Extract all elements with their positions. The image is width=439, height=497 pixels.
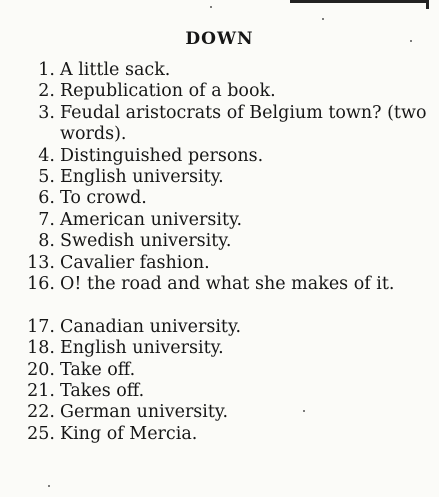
clue-row	[0, 402, 439, 423]
clue-text: English university.	[60, 166, 224, 187]
clue-number: 25.	[27, 423, 55, 444]
clue-text: Take off.	[60, 359, 136, 380]
clue-row	[0, 60, 439, 81]
clue-text: American university.	[60, 209, 243, 230]
clue-row	[0, 188, 439, 209]
clue-number: 4.	[38, 145, 55, 166]
clue-text: Takes off.	[60, 380, 145, 401]
clue-row	[0, 253, 439, 274]
clue-number: 7.	[38, 209, 55, 230]
clue-number: 13.	[27, 252, 55, 273]
clue-number: 3.	[38, 102, 55, 123]
clue-text: To crowd.	[60, 188, 147, 209]
clue-row	[0, 210, 439, 231]
print-speck	[303, 410, 305, 412]
clue-text: Feudal aristocrats of Belgium town? (two words).	[60, 102, 427, 145]
clue-number: 17.	[27, 316, 55, 337]
clue-row	[0, 231, 439, 252]
print-speck	[322, 18, 324, 20]
clue-row	[0, 146, 439, 167]
clue-row	[0, 167, 439, 188]
section-heading: DOWN	[185, 29, 254, 49]
clue-row	[0, 81, 439, 102]
clue-number: 1.	[38, 60, 55, 80]
clue-row	[0, 360, 439, 381]
clue-number: 2.	[38, 81, 55, 102]
clue-number: 5.	[38, 166, 55, 187]
clue-number: 8.	[38, 231, 55, 252]
clue-text: German university.	[60, 402, 229, 423]
clue-text: Canadian university.	[60, 316, 242, 337]
column-rule-tick	[426, 0, 429, 9]
clue-number: 21.	[27, 380, 55, 401]
clue-text: Swedish university.	[60, 231, 232, 252]
clue-row	[0, 103, 439, 146]
clue-row	[0, 381, 439, 402]
clue-list	[0, 60, 439, 445]
clue-row	[0, 317, 439, 338]
clue-number: 16.	[27, 273, 55, 294]
clue-text: O! the road and what she makes of it.	[60, 273, 395, 294]
clue-row	[0, 274, 439, 317]
print-speck	[48, 485, 50, 487]
clue-text: A little sack.	[60, 60, 171, 80]
print-speck	[210, 6, 212, 8]
clue-number: 20.	[27, 359, 55, 380]
clue-text: Cavalier fashion.	[60, 252, 210, 273]
column-rule	[290, 0, 428, 3]
clue-number: 6.	[38, 188, 55, 209]
clue-text: Distinguished persons.	[60, 145, 264, 166]
clue-text: King of Mercia.	[60, 423, 198, 444]
clue-row	[0, 424, 439, 445]
clue-text: English university.	[60, 338, 224, 359]
clue-number: 18.	[27, 338, 55, 359]
clue-number: 22.	[27, 402, 55, 423]
print-speck	[410, 40, 412, 42]
clue-row	[0, 338, 439, 359]
clue-text: Republication of a book.	[60, 81, 276, 102]
